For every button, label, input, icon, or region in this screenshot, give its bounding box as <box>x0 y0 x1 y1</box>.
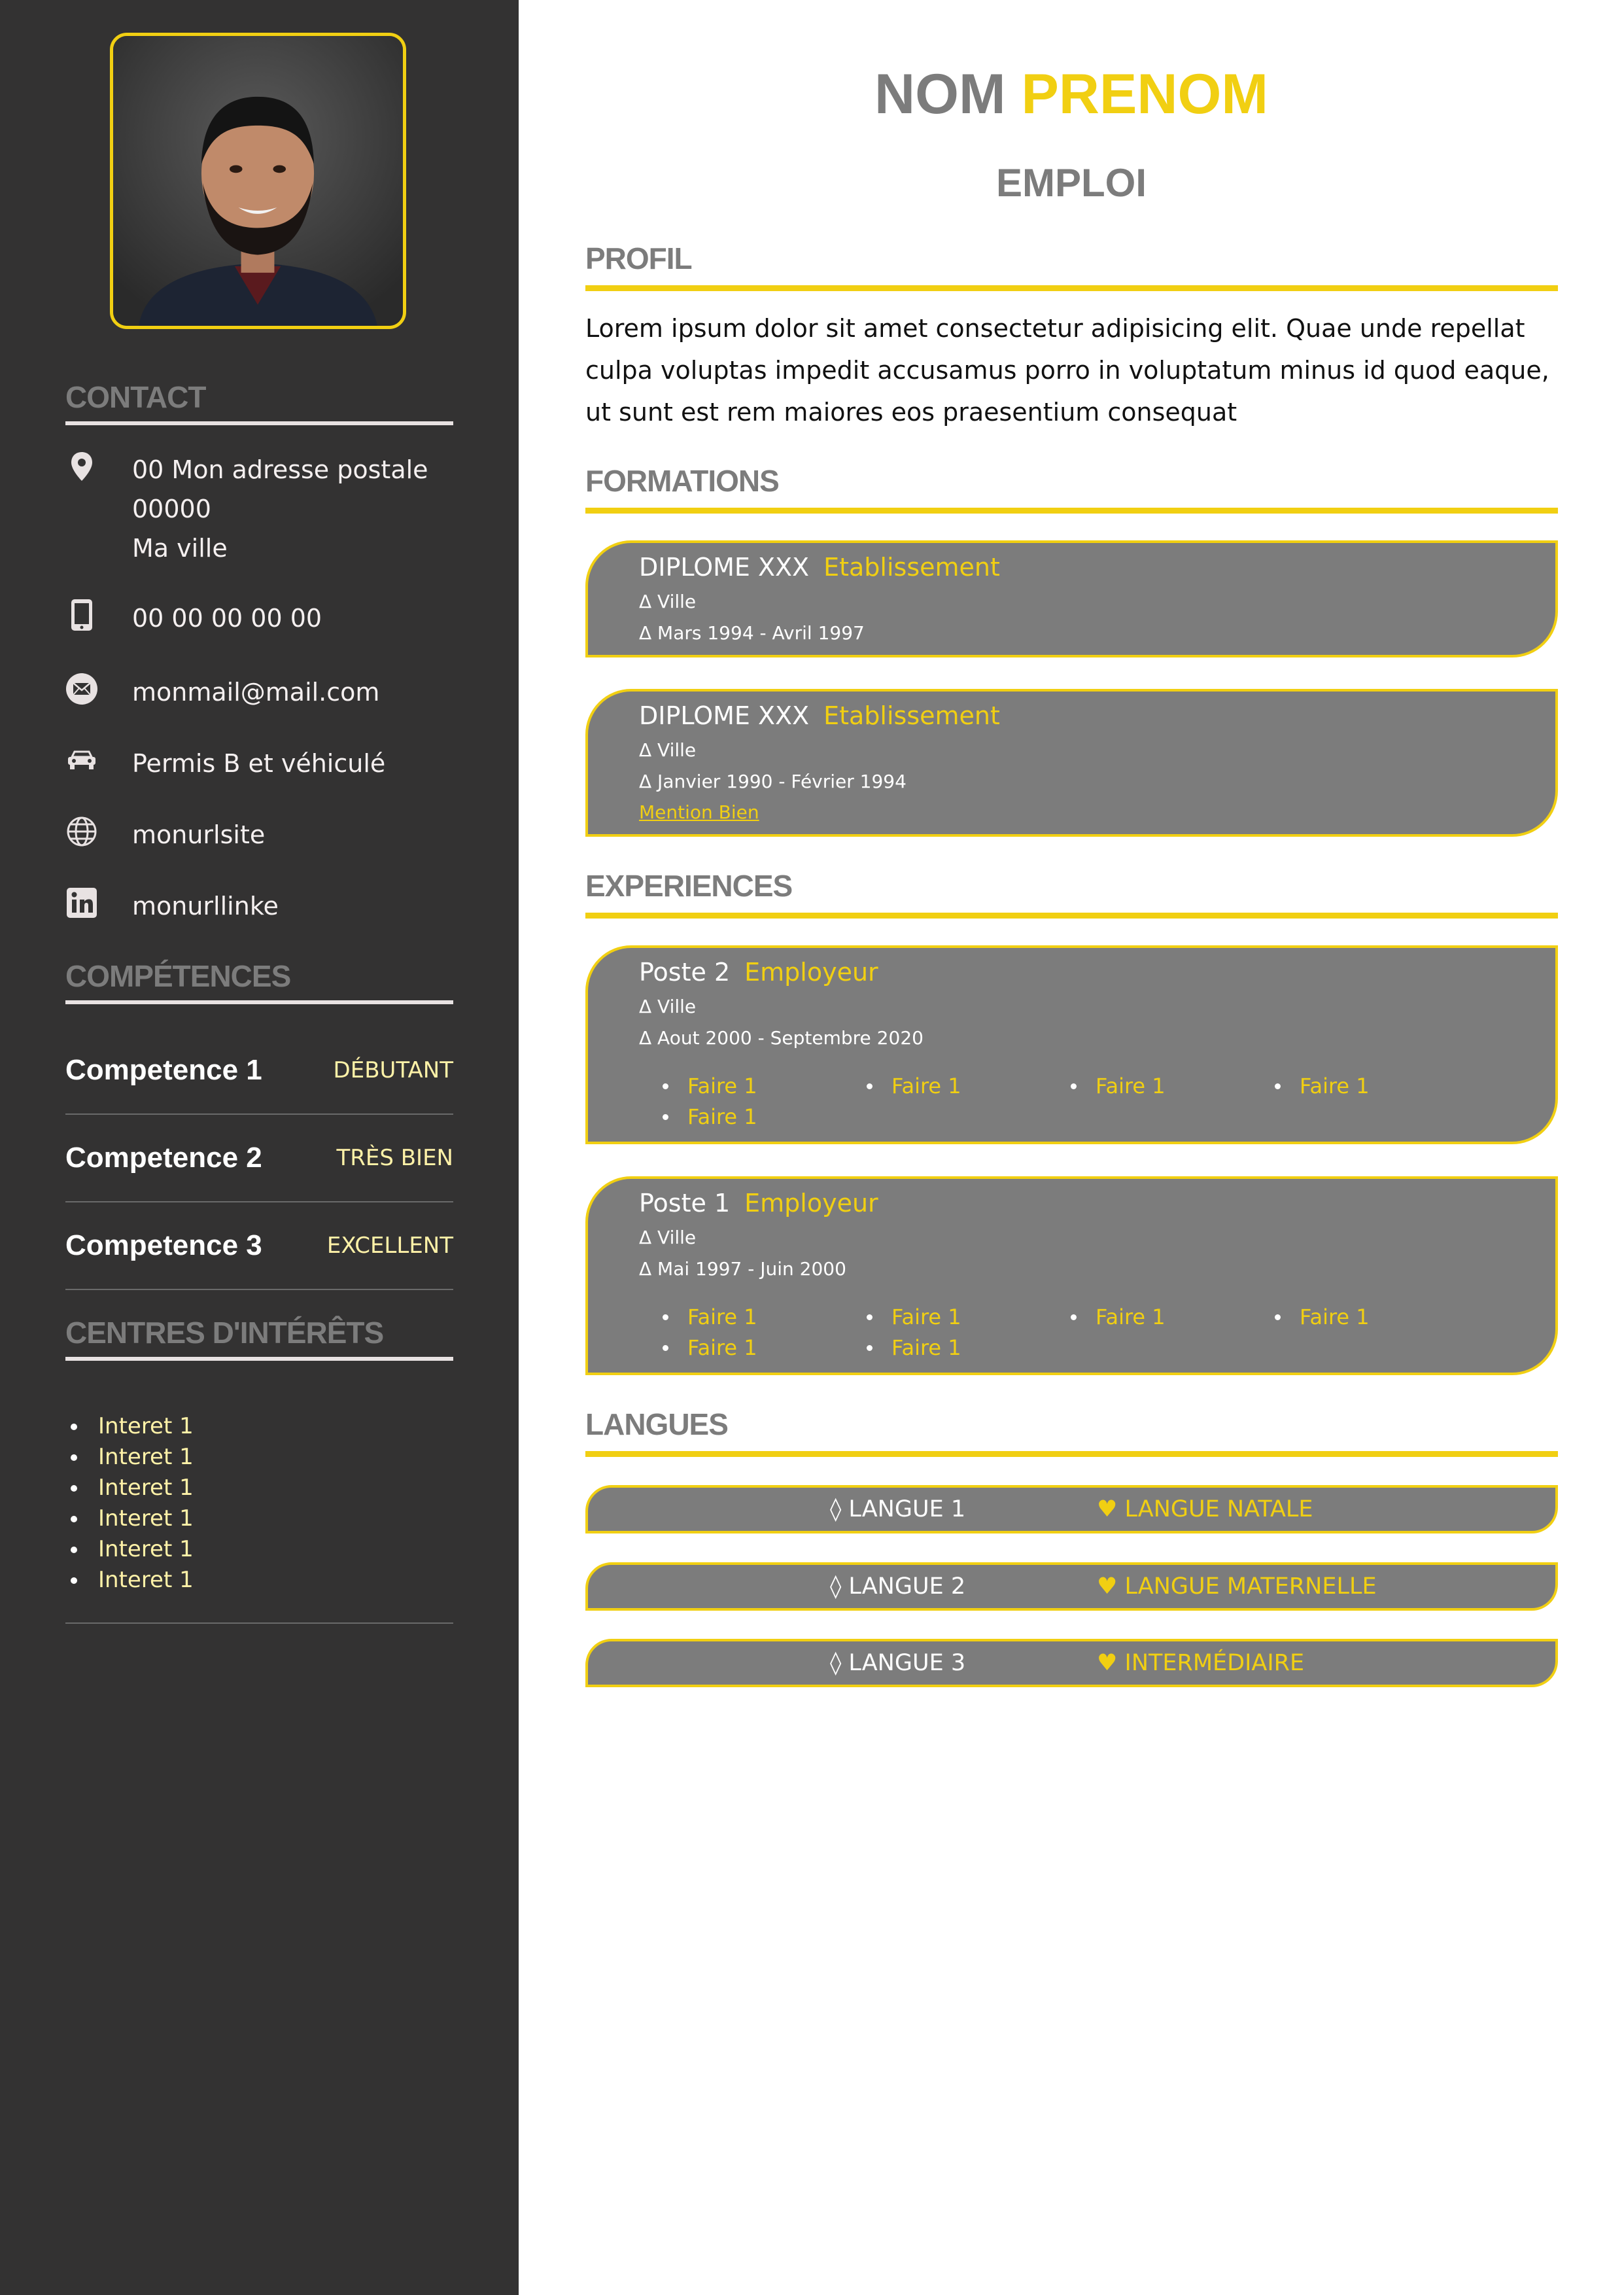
full-name <box>519 62 1624 127</box>
list-item: Interet 1 <box>65 1503 453 1534</box>
task-item: Faire 1 <box>843 1071 1047 1102</box>
employer-name: Employeur <box>744 1189 878 1218</box>
experiences-title: EXPERIENCES <box>585 868 1558 919</box>
email-text: monmail@mail.com <box>132 678 380 707</box>
skill-name: Competence 2 <box>65 1142 262 1174</box>
location-pin-icon <box>65 450 98 483</box>
sidebar-divider <box>65 1622 453 1624</box>
task-item: Faire 1 <box>843 1302 1047 1333</box>
contact-phone <box>65 599 458 638</box>
contact-linkedin <box>65 886 458 926</box>
task-item: Faire 1 <box>843 1333 1047 1363</box>
language-level: ♥ INTERMÉDIAIRE <box>1097 1650 1305 1676</box>
linkedin-text[interactable]: monurllinke <box>132 892 279 920</box>
experience-card <box>585 945 1558 1144</box>
profile-photo <box>110 33 406 329</box>
task-item: Faire 1 <box>639 1071 843 1102</box>
task-item: Faire 1 <box>639 1102 843 1132</box>
globe-icon <box>65 815 98 848</box>
language-level: ♥ LANGUE NATALE <box>1097 1496 1313 1522</box>
formation-card <box>585 689 1558 837</box>
language-name: ◊ LANGUE 2 <box>830 1573 966 1600</box>
skill-name: Competence 1 <box>65 1054 262 1086</box>
license-text: Permis B et véhiculé <box>132 749 386 778</box>
task-item: Faire 1 <box>1047 1071 1251 1102</box>
interests-title: CENTRES D'INTÉRÊTS <box>65 1315 453 1361</box>
experience-card <box>585 1176 1558 1375</box>
profile-text: Lorem ipsum dolor sit amet consectetur adipisicing elit. Quae unde repellat culpa voluptas impedit accusamus porro in voluptatum minus id quod eaque, ut sunt est rem maiores eos praesentium consequat <box>585 314 1549 427</box>
contact-website <box>65 815 458 854</box>
school-name: Etablissement <box>823 553 1000 582</box>
formation-city: Δ Ville <box>639 739 697 761</box>
position-name: Poste 2 <box>639 958 731 987</box>
list-item: Interet 1 <box>65 1565 453 1596</box>
experience-dates: Δ Aout 2000 - Septembre 2020 <box>639 1027 924 1049</box>
envelope-icon <box>65 673 98 705</box>
experience-city: Δ Ville <box>639 1227 697 1248</box>
job-title: EMPLOI <box>995 161 1147 205</box>
task-item: Faire 1 <box>639 1302 843 1333</box>
contact-driving-license <box>65 744 458 783</box>
address-line-1: 00 Mon adresse postale <box>132 455 428 484</box>
task-item: Faire 1 <box>1251 1071 1455 1102</box>
employer-name: Employeur <box>744 958 878 987</box>
language-name: ◊ LANGUE 3 <box>830 1650 966 1676</box>
car-icon <box>65 744 98 777</box>
skills-title: COMPÉTENCES <box>65 958 453 1004</box>
experience-dates: Δ Mai 1997 - Juin 2000 <box>639 1258 846 1280</box>
language-name: ◊ LANGUE 1 <box>830 1496 966 1522</box>
linkedin-icon <box>65 886 98 919</box>
task-list <box>639 1302 1555 1363</box>
first-name: PRENOM <box>1021 63 1268 126</box>
task-item: Faire 1 <box>1047 1302 1251 1333</box>
task-item: Faire 1 <box>639 1333 843 1363</box>
experience-city: Δ Ville <box>639 996 697 1017</box>
list-item: Interet 1 <box>65 1534 453 1565</box>
languages-title: LANGUES <box>585 1407 1558 1457</box>
task-list <box>639 1071 1555 1132</box>
contact-email <box>65 673 458 712</box>
formation-dates: Δ Mars 1994 - Avril 1997 <box>639 622 865 644</box>
formation-dates: Δ Janvier 1990 - Février 1994 <box>639 771 907 792</box>
address-line-2: 00000 <box>132 495 211 523</box>
skill-name: Competence 3 <box>65 1229 262 1261</box>
language-row <box>585 1562 1558 1611</box>
contact-title: CONTACT <box>65 379 453 425</box>
contact-address <box>65 450 458 568</box>
last-name: NOM <box>874 63 1006 126</box>
sidebar <box>0 0 519 2295</box>
formation-card <box>585 540 1558 657</box>
profile-title: PROFIL <box>585 241 1558 291</box>
formation-city: Δ Ville <box>639 591 697 612</box>
list-item: Interet 1 <box>65 1411 453 1442</box>
website-text[interactable]: monurlsite <box>132 820 266 849</box>
language-row <box>585 1485 1558 1533</box>
skill-level: DÉBUTANT <box>333 1057 453 1083</box>
task-item: Faire 1 <box>1251 1302 1455 1333</box>
skill-row <box>65 1115 453 1202</box>
school-name: Etablissement <box>823 701 1000 730</box>
skill-row <box>65 1202 453 1290</box>
language-level: ♥ LANGUE MATERNELLE <box>1097 1573 1377 1600</box>
skill-level: EXCELLENT <box>326 1233 453 1259</box>
interests-list <box>65 1411 453 1596</box>
phone-icon <box>65 599 98 631</box>
language-row <box>585 1639 1558 1687</box>
position-name: Poste 1 <box>639 1189 731 1218</box>
skill-level: TRÈS BIEN <box>336 1145 453 1171</box>
list-item: Interet 1 <box>65 1442 453 1473</box>
formations-title: FORMATIONS <box>585 463 1558 514</box>
skill-row <box>65 1027 453 1115</box>
diploma-name: DIPLOME XXX <box>639 701 810 730</box>
phone-text: 00 00 00 00 00 <box>132 604 322 633</box>
list-item: Interet 1 <box>65 1473 453 1503</box>
formation-mention: Mention Bien <box>639 801 759 823</box>
address-line-3: Ma ville <box>132 534 228 563</box>
diploma-name: DIPLOME XXX <box>639 553 810 582</box>
